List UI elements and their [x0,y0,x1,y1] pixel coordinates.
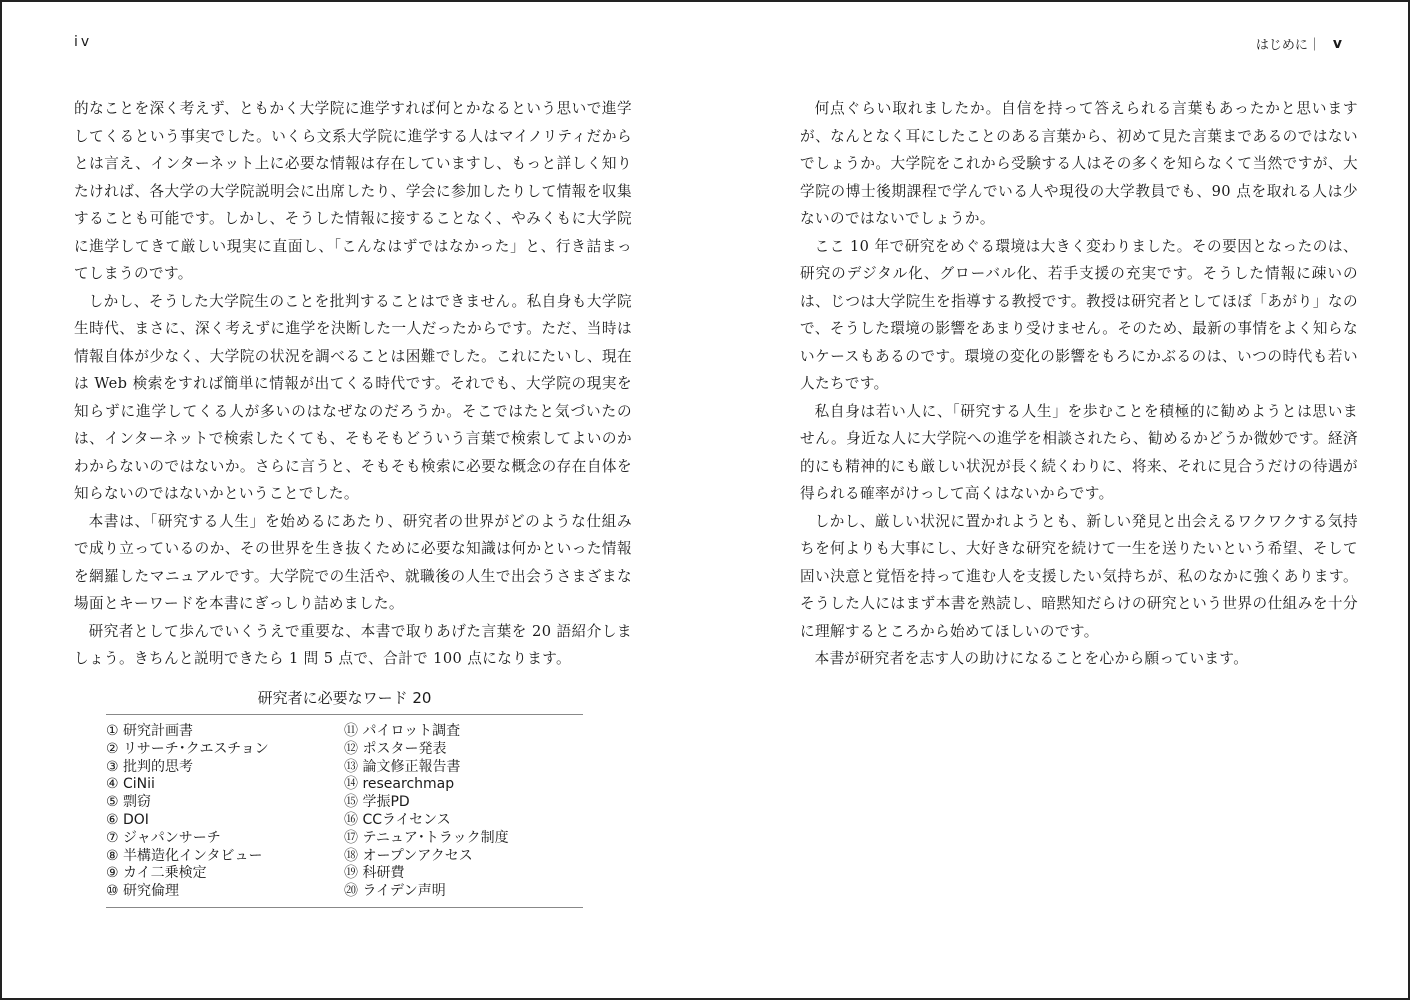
word-item: ⑥ DOI [106,811,149,828]
right-page-body [800,95,1358,673]
word-item: ⑲ 科研費 [344,865,405,882]
word-list-column-2 [344,723,582,901]
paragraph: しかし、厳しい状況に置かれようとも、新しい発見と出会えるワクワクする気持ちを何よりも大事にし、大好きな研究を続けて一生を送りたいという希望、そして固い決意と覚悟を持って進む人を支援したい気持ちが、私のなかに強くあります。そうした人にはまず本書を熟読し、暗黙知だらけの研究という世界の仕組みを十分に理解するところから始めてほしいのです。 [800,512,1358,640]
right-header [1256,34,1342,53]
word-item: ⑰ テニュア･トラック制度 [344,829,509,846]
word-list-column-1 [106,723,344,901]
word-list-title: 研究者に必要なワード 20 [106,686,583,715]
word-item: ⑪ パイロット調査 [344,723,461,739]
word-item: ⑬ 論文修正報告書 [344,758,461,775]
word-item: ② リサーチ･クエスチョン [106,740,269,757]
word-item: ③ 批判的思考 [106,758,194,775]
word-item: ⑦ ジャパンサーチ [106,829,221,846]
paragraph: 本書が研究者を志す人の助けになることを心から願っています。 [814,650,1249,667]
word-item: ⑨ カイ二乗検定 [106,865,207,882]
paragraph: 研究者として歩んでいくうえで重要な、本書で取りあげた言葉を 20 語紹介しましょう。きちんと説明できたら 1 問 5 点で、合計で 100 点になります。 [74,622,632,667]
paragraph: 私自身は若い人に、「研究する人生」を歩むことを積極的に勧めようとは思いません。身近な人に大学院への進学を相談されたら、勧めるかどうか微妙です。経済的にも精神的にも厳しい状況が長く続くわりに、将来、それに見合うだけの待遇が得られる確率がけっして高くはないからです。 [800,402,1358,502]
left-page-body [74,95,632,673]
right-page-number: v [1332,35,1342,52]
word-item: ⑯ CCライセンス [344,811,451,828]
running-head: はじめに｜ [1255,38,1321,53]
left-page-number: iv [74,34,93,50]
word-item: ⑭ researchmap [344,776,455,793]
word-item: ⑩ 研究倫理 [106,883,180,900]
word-list-columns [106,715,583,908]
paragraph: 本書は、「研究する人生」を始めるにあたり、研究者の世界がどのような仕組みで成り立っているのか、その世界を生き抜くために必要な知識は何かといった情報を網羅したマニュアルです。大学院での生活や、就職後の人生で出会うさまざまな場面とキーワードを本書にぎっしり詰めました。 [74,512,632,612]
word-list-box [106,686,583,908]
paragraph: 何点ぐらい取れましたか。自信を持って答えられる言葉もあったかと思いますが、なんとなく耳にしたことのある言葉から、初めて見た言葉まであるのではないでしょうか。大学院をこれから受験する人はその多くを知らなくて当然ですが、大学院の博士後期課程で学んでいる人や現役の大学教員でも、90 点を取れる人は少ないのではないでしょうか。 [800,100,1358,227]
word-item: ⑮ 学振PD [344,794,410,811]
word-item: ① 研究計画書 [106,723,194,739]
word-item: ⑫ ポスター発表 [344,740,447,757]
paragraph: 的なことを深く考えず、ともかく大学院に進学すれば何とかなるという思いで進学してくるという事実でした。いくら文系大学院に進学する人はマイノリティだからとは言え、インターネット上に必要な情報は存在していますし、もっと詳しく知りたければ、各大学の大学院説明会に出席したり、学会に参加したりして情報を収集することも可能です。しかし、そうした情報に接することなく、やみくもに大学院に進学してきて厳しい現実に直面し、「こんなはずではなかった」と、行き詰まってしまうのです。 [74,100,632,282]
paragraph: ここ 10 年で研究をめぐる環境は大きく変わりました。その要因となったのは、研究のデジタル化、グローバル化、若手支援の充実です。そうした情報に疎いのは、じつは大学院生を指導する教授です。教授は研究者としてほぼ「あがり」なので、そうした環境の影響をあまり受けません。そのため、最新の事情をよく知らないケースもあるのです。環境の変化の影響をもろにかぶるのは、いつの時代も若い人たちです。 [800,237,1358,392]
word-item: ⑧ 半構造化インタビュー [106,847,263,864]
paragraph: しかし、そうした大学院生のことを批判することはできません。私自身も大学院生時代、まさに、深く考えずに進学を決断した一人だったからです。ただ、当時は情報自体が少なく、大学院の状況を調べることは困難でした。これにたいし、現在は Web 検索をすれば簡単に情報が出てくる時代です。それでも、大学院の現実を知らずに進学してくる人が多いのはなぜなのだろうか。そこではたと気づいたのは、インターネットで検索したくても、そもそもどういう言葉で検索してよいのかわからないのではないか。さらに言うと、そもそも検索に必要な概念の存在自体を知らないのではないかということでした。 [74,292,632,502]
word-item: ⑳ ライデン声明 [344,883,446,900]
word-item: ④ CiNii [106,776,155,793]
word-item: ⑱ オープンアクセス [344,847,473,864]
word-item: ⑤ 剽窃 [106,794,152,811]
